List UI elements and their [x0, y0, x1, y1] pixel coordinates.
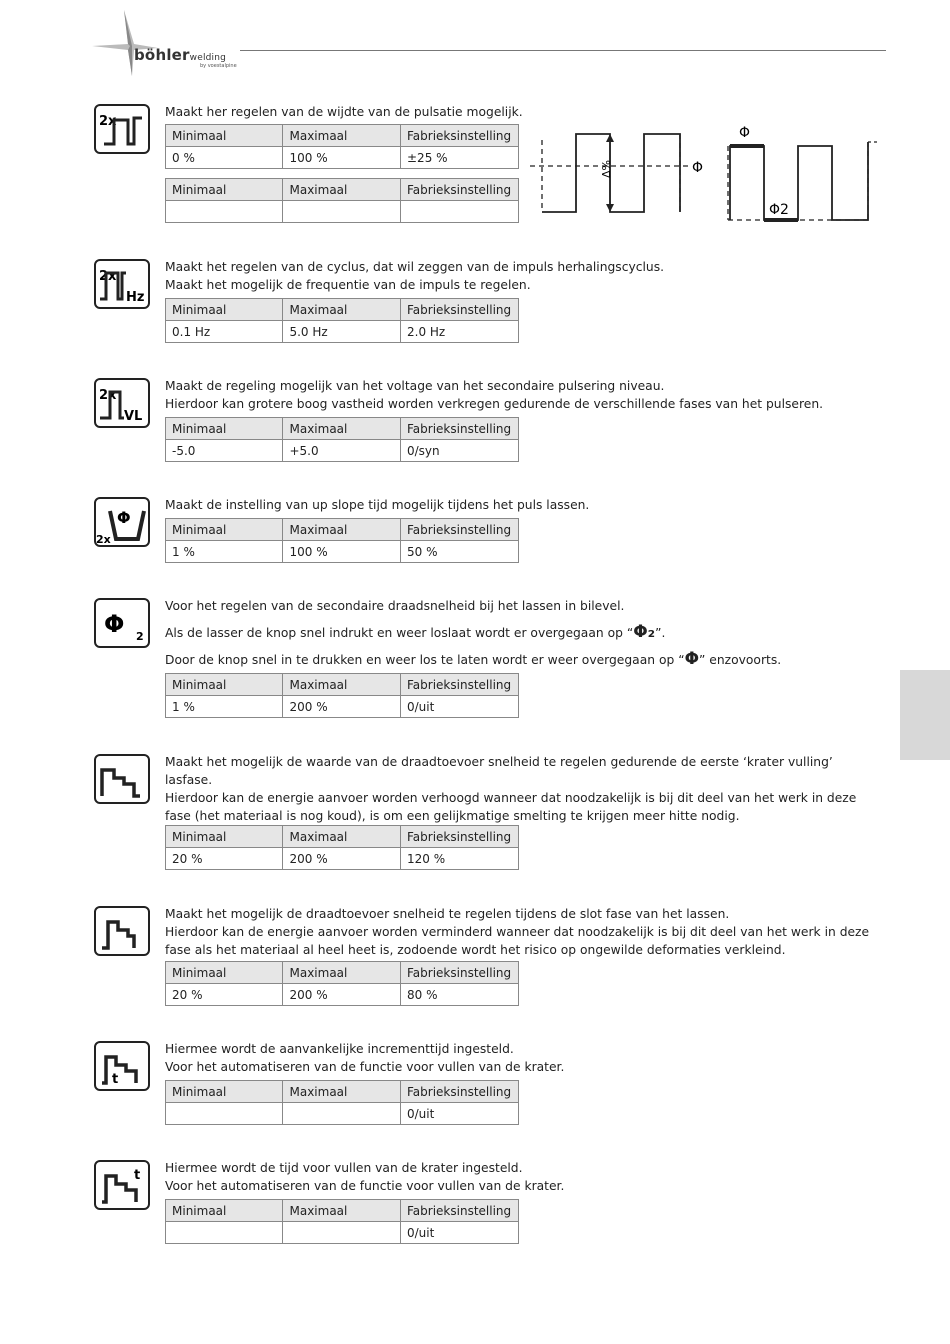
pulse-diagram	[528, 120, 888, 230]
table-cell: 50 %	[401, 541, 519, 563]
table-cell	[166, 201, 283, 223]
table-cell: Minimaal	[166, 179, 283, 201]
table-cell: Minimaal	[166, 519, 283, 541]
table-cell: Fabrieksinstelling	[401, 674, 519, 696]
table-cell: 80 %	[401, 984, 519, 1006]
table-cell: 0/syn	[401, 440, 519, 462]
table-cell: 0/uit	[401, 696, 519, 718]
section-9-text: Hiermee wordt de tijd voor vullen van de krater ingesteld. Voor het automatiseren van de functie voor vullen van de krater.	[165, 1161, 565, 1193]
phi2-label: Φ2	[769, 202, 789, 218]
table-cell: Fabrieksinstelling	[401, 519, 519, 541]
table-cell: Fabrieksinstelling	[401, 179, 519, 201]
section-3-text: Maakt de regeling mogelijk van het voltage van het secondaire pulsering niveau. Hierdoor kan grotere boog vastheid worden verkregen gedurende de verschillende fases van het pulseren.	[165, 379, 824, 411]
table-cell: 1 %	[166, 541, 283, 563]
table-cell	[283, 1103, 401, 1125]
brand-sub: by voestalpine	[200, 63, 237, 69]
svg-text:2x: 2x	[96, 533, 111, 545]
table-cell: 20 %	[166, 848, 283, 870]
section-4-text: Maakt de instelling van up slope tijd mogelijk tijdens het puls lassen.	[165, 498, 590, 512]
svg-text:t: t	[112, 1072, 119, 1087]
table-cell: Fabrieksinstelling	[401, 962, 519, 984]
table-cell: Maximaal	[283, 179, 401, 201]
section-7-text: Maakt het mogelijk de draadtoevoer snelheid te regelen tijdens de slot fase van het lassen. Hierdoor kan de energie aanvoer worden verminderd wanneer dat noodzakelijk is bij dit deel van het werk in deze fase als het materiaal al heel heet is, zodoende wordt het risico op ongewilde deformaties verkleind.	[165, 907, 870, 957]
pulse-width-icon	[94, 104, 150, 154]
table-cell: Minimaal	[166, 299, 283, 321]
table-cell: 20 %	[166, 984, 283, 1006]
table-cell: 0/uit	[401, 1222, 519, 1244]
table-cell: 0/uit	[401, 1103, 519, 1125]
table-cell: ±25 %	[401, 147, 519, 169]
table-cell: Fabrieksinstelling	[401, 125, 519, 147]
section-7-table	[165, 961, 519, 1006]
header-divider	[240, 50, 886, 51]
table-cell	[283, 201, 401, 223]
table-cell: +5.0	[283, 440, 401, 462]
up-slope-icon	[94, 497, 150, 547]
table-cell	[166, 1103, 283, 1125]
section-8-table	[165, 1080, 519, 1125]
table-cell	[401, 201, 519, 223]
section-tab	[900, 670, 950, 760]
table-cell: 200 %	[283, 984, 401, 1006]
table-cell: 1 %	[166, 696, 283, 718]
table-cell: 5.0 Hz	[283, 321, 401, 343]
section-1-text: Maakt her regelen van de wijdte van de pulsatie mogelijk.	[165, 105, 523, 119]
table-cell: Minimaal	[166, 826, 283, 848]
table-cell: Minimaal	[166, 418, 283, 440]
table-cell: Maximaal	[283, 1081, 401, 1103]
section-6-table	[165, 825, 519, 870]
section-5-text: Voor het regelen van de secondaire draadsnelheid bij het lassen in bilevel. Als de lasser de knop snel indrukt en weer loslaat wordt er overgegaan op “Φ₂”. Door de knop snel in te drukken en weer los te laten wordt er weer overgegaan op “Φ” enzovoorts.	[165, 599, 782, 669]
table-cell: 100 %	[283, 541, 401, 563]
svg-text:VL: VL	[124, 409, 143, 424]
table-cell: 0 %	[166, 147, 283, 169]
table-cell: Maximaal	[283, 826, 401, 848]
table-cell	[166, 1222, 283, 1244]
brand-name: böhlerwelding	[134, 46, 227, 64]
table-cell: 0.1 Hz	[166, 321, 283, 343]
crater-start-icon	[94, 754, 150, 804]
svg-text:2: 2	[136, 630, 144, 643]
delta-percent-label: Δ%	[600, 160, 613, 178]
table-cell: Fabrieksinstelling	[401, 1200, 519, 1222]
svg-text:2x: 2x	[99, 269, 117, 284]
crater-fill-time-icon	[94, 1160, 150, 1210]
table-cell: Minimaal	[166, 962, 283, 984]
section-5-table	[165, 673, 519, 718]
table-cell: Minimaal	[166, 1200, 283, 1222]
section-8-text: Hiermee wordt de aanvankelijke incrementtijd ingesteld. Voor het automatiseren van de functie voor vullen van de krater.	[165, 1042, 565, 1074]
crater-end-icon	[94, 906, 150, 956]
section-6-text: Maakt het mogelijk de waarde van de draadtoevoer snelheid te regelen gedurende de eerste ‘krater vulling’ lasfase. Hierdoor kan de energie aanvoer worden verhoogd wanneer dat noodzakelijk is bij dit deel van het werk in deze fase (het materiaal is nog koud), is om een gelijkmatige smelting te krijgen meer hitte nodig.	[165, 755, 857, 823]
table-cell: Fabrieksinstelling	[401, 418, 519, 440]
table-cell: Fabrieksinstelling	[401, 1081, 519, 1103]
section-2-text: Maakt het regelen van de cyclus, dat wil zeggen van de impuls herhalingscyclus. Maakt het mogelijk de frequentie van de impuls te regelen.	[165, 260, 665, 292]
svg-text:t: t	[134, 1168, 141, 1183]
table-cell: Maximaal	[283, 674, 401, 696]
table-cell: Minimaal	[166, 1081, 283, 1103]
table-cell: Maximaal	[283, 299, 401, 321]
section-9-table	[165, 1199, 519, 1244]
svg-text:Hz: Hz	[126, 290, 145, 305]
table-cell: 120 %	[401, 848, 519, 870]
section-1-extra-table	[165, 178, 519, 223]
table-cell: 2.0 Hz	[401, 321, 519, 343]
phi-label: Φ	[692, 160, 704, 176]
table-cell: Maximaal	[283, 1200, 401, 1222]
table-cell: 100 %	[283, 147, 401, 169]
svg-text:2x: 2x	[99, 388, 117, 403]
phi-symbol: Φ	[104, 610, 125, 638]
phi-symbol: Φ	[117, 508, 131, 527]
table-cell: -5.0	[166, 440, 283, 462]
table-cell: Fabrieksinstelling	[401, 826, 519, 848]
secondary-wire-speed-icon	[94, 598, 150, 648]
pulse-frequency-icon	[94, 259, 150, 309]
section-4-table	[165, 518, 519, 563]
table-cell: Minimaal	[166, 674, 283, 696]
table-cell: 200 %	[283, 848, 401, 870]
table-cell: Maximaal	[283, 962, 401, 984]
table-cell: 200 %	[283, 696, 401, 718]
section-2-table	[165, 298, 519, 343]
table-cell: Maximaal	[283, 125, 401, 147]
svg-text:2x: 2x	[99, 114, 117, 129]
table-cell: Fabrieksinstelling	[401, 299, 519, 321]
pulse-voltage-icon	[94, 378, 150, 428]
section-3-table	[165, 417, 519, 462]
table-cell: Maximaal	[283, 519, 401, 541]
table-cell: Minimaal	[166, 125, 283, 147]
increment-time-icon	[94, 1041, 150, 1091]
phi-label-top: Φ	[739, 125, 751, 141]
table-cell: Maximaal	[283, 418, 401, 440]
table-cell	[283, 1222, 401, 1244]
section-1-table	[165, 124, 519, 169]
